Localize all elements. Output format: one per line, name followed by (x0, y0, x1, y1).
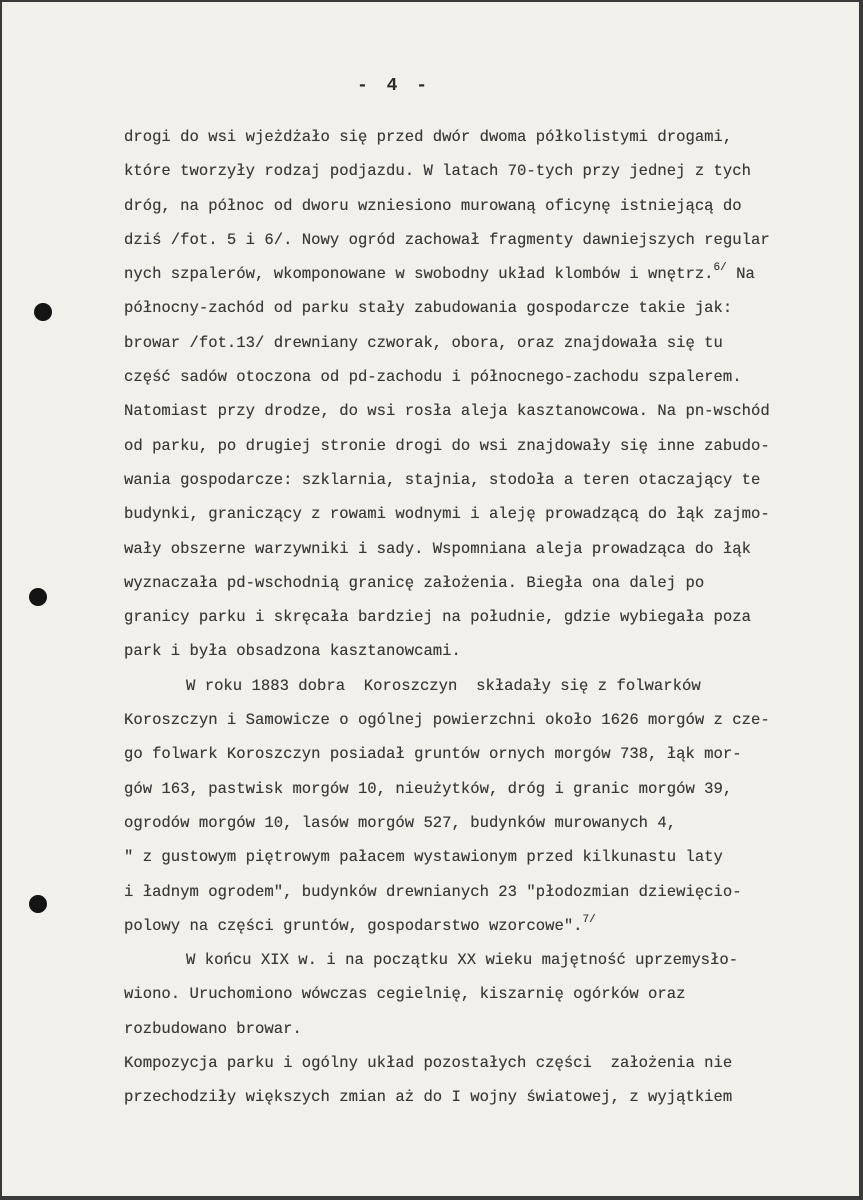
footnote-marker: 7/ (582, 913, 596, 926)
text-line-content: Kompozycja parku i ogólny układ pozostałych części założenia nie (124, 1054, 733, 1073)
punch-hole-middle (29, 588, 47, 606)
page-number: - 4 - (357, 76, 432, 96)
text-line-content: polowy na części gruntów, gospodarstwo wzorcowe". (124, 916, 583, 935)
text-line (124, 875, 859, 909)
text-line-content: dróg, na północ od dworu wzniesiono murowaną oficynę istniejącą do (124, 196, 742, 215)
text-line (124, 257, 859, 291)
text-line-content: granicy parku i skręcała bardziej na południe, gdzie wybiegała poza (124, 608, 751, 627)
text-line (124, 600, 859, 634)
text-line-content: ogrodów morgów 10, lasów morgów 527, budynków murowanych 4, (124, 813, 677, 832)
text-line-content: park i była obsadzona kasztanowcami. (124, 642, 461, 661)
text-line (124, 566, 859, 600)
text-line-content: wały obszerne warzywniki i sady. Wspomniana aleja prowadząca do łąk (124, 539, 751, 558)
text-line-content: i ładnym ogrodem", budynków drewnianych 23 "płodozmian dziewięcio- (124, 882, 742, 901)
text-line-content: wyznaczała pd-wschodnią granicę założenia. Biegła ona dalej po (124, 573, 705, 592)
text-line (124, 154, 859, 188)
text-line-content: gów 163, pastwisk morgów 10, nieużytków, dróg i granic morgów 39, (124, 779, 733, 798)
text-line-content: od parku, po drugiej stronie drogi do wsi znajdowały się inne zabudo- (124, 436, 770, 455)
text-line (124, 463, 859, 497)
text-line-content: nych szpalerów, wkomponowane w swobodny układ klombów i wnętrz. (124, 265, 714, 284)
text-line-tail: Na (726, 265, 755, 284)
text-line-content: wiono. Uruchomiono wówczas cegielnię, kiszarnię ogórków oraz (124, 985, 686, 1004)
text-line (124, 806, 859, 840)
text-line (124, 840, 859, 874)
text-line (124, 497, 859, 531)
text-line-content: browar /fot.13/ drewniany czworak, obora, oraz znajdowała się tu (124, 333, 723, 352)
text-line (124, 1046, 859, 1080)
text-line (124, 223, 859, 257)
text-line-content: budynki, graniczący z rowami wodnymi i aleję prowadzącą do łąk zajmo- (124, 505, 770, 524)
text-line (124, 394, 859, 428)
text-line-content: które tworzyły rodzaj podjazdu. W latach 70-tych przy jednej z tych (124, 162, 751, 181)
text-line-content: przechodziły większych zmian aż do I wojny światowej, z wyjątkiem (124, 1088, 733, 1107)
text-line (124, 977, 859, 1011)
text-line (124, 360, 859, 394)
text-line (124, 772, 859, 806)
text-line (124, 291, 859, 325)
text-line (124, 669, 859, 703)
text-line-content: drogi do wsi wjeżdżało się przed dwór dwoma półkolistymi drogami, (124, 128, 733, 146)
body-text (124, 120, 859, 1115)
text-line (124, 429, 859, 463)
text-line (124, 326, 859, 360)
punch-hole-bottom (29, 895, 47, 913)
text-line (124, 634, 859, 668)
text-line-content: dziś /fot. 5 i 6/. Nowy ogród zachował fragmenty dawniejszych regular (124, 230, 770, 249)
footnote-marker: 6/ (713, 262, 727, 274)
text-line (124, 1012, 859, 1046)
text-line-content: część sadów otoczona od pd-zachodu i północnego-zachodu szpalerem. (124, 368, 742, 387)
document-page (2, 2, 859, 1196)
text-line (124, 120, 859, 154)
text-line (124, 909, 859, 943)
text-line-content: " z gustowym piętrowym pałacem wystawionym przed kilkunastu laty (124, 848, 723, 867)
text-line-content: W końcu XIX w. i na początku XX wieku majętność uprzemysło- (186, 951, 739, 970)
punch-hole-top (34, 303, 52, 321)
text-line-content: W roku 1883 dobra Koroszczyn składały się z folwarków (186, 676, 701, 695)
text-line (124, 943, 859, 977)
text-line-content: Natomiast przy drodze, do wsi rosła aleja kasztanowcowa. Na pn-wschód (124, 402, 770, 421)
text-line (124, 737, 859, 771)
text-line (124, 703, 859, 737)
text-line-content: Koroszczyn i Samowicze o ogólnej powierzchni około 1626 morgów z cze- (124, 711, 770, 730)
text-line (124, 189, 859, 223)
text-line (124, 532, 859, 566)
text-line-content: północny-zachód od parku stały zabudowania gospodarcze takie jak: (124, 299, 733, 318)
text-line-content: wania gospodarcze: szklarnia, stajnia, stodoła a teren otaczający te (124, 470, 761, 489)
text-line (124, 1080, 859, 1114)
text-line-content: go folwark Koroszczyn posiadał gruntów ornych morgów 738, łąk mor- (124, 745, 742, 764)
text-line-content: rozbudowano browar. (124, 1019, 302, 1038)
